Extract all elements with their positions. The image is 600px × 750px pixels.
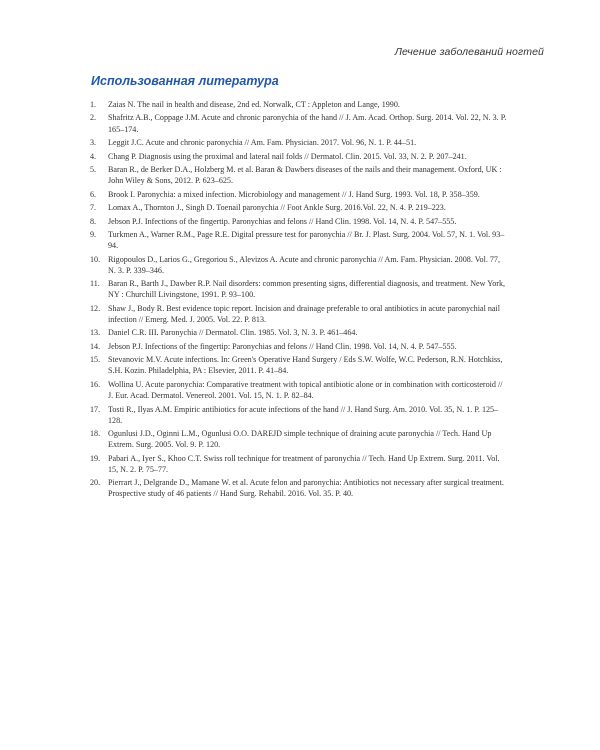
section-title: Использованная литература — [91, 74, 279, 88]
reference-number: 19. — [90, 453, 101, 463]
reference-number: 7. — [90, 203, 97, 213]
reference-number: 10. — [90, 254, 101, 264]
reference-text: Baran R., de Berker D.A., Holzberg M. et al. Baran & Dawbers diseases of the nails and their management. Oxford, UK : John Wiley & Sons, 2012. P. 623–625. — [108, 165, 502, 186]
reference-text: Shafritz A.B., Coppage J.M. Acute and chronic paronychia of the hand // J. Am. Acad. Orthop. Surg. 2014. Vol. 22, N. 3. P. 165–174. — [108, 113, 507, 134]
reference-number: 11. — [90, 279, 100, 289]
reference-number: 4. — [90, 151, 97, 161]
reference-text: Shaw J., Body R. Best evidence topic report. Incision and drainage preferable to oral antibiotics in acute paronychial nail infection // Emerg. Med. J. 2005. Vol. 22. P. 813. — [108, 303, 500, 324]
reference-item — [0, 202, 508, 213]
reference-number: 17. — [90, 404, 101, 414]
reference-text: Rigopoulos D., Larios G., Gregoriou S., Alevizos A. Acute and chronic paronychia // Am. Fam. Physician. 2008. Vol. 77, N. 3. P. 339–346. — [108, 254, 500, 275]
reference-text: Turkmen A., Warner R.M., Page R.E. Digital pressure test for paronychia // Br. J. Plast. Surg. 2004. Vol. 57, N. 1. Vol. 93–94. — [108, 230, 505, 251]
reference-text: Tosti R., Ilyas A.M. Empiric antibiotics for acute infections of the hand // J. Hand Surg. Am. 2010. Vol. 35, N. 1. P. 125–128. — [108, 404, 499, 425]
reference-text: Brook I. Paronychia: a mixed infection. Microbiology and management // J. Hand Surg. 1993. Vol. 18, P. 358–359. — [108, 189, 480, 199]
reference-item — [0, 189, 508, 200]
reference-item — [0, 428, 508, 450]
reference-number: 8. — [90, 216, 97, 226]
reference-number: 5. — [90, 165, 97, 175]
reference-item — [0, 453, 508, 475]
reference-number: 16. — [90, 379, 101, 389]
reference-number: 9. — [90, 230, 97, 240]
reference-item — [0, 254, 508, 276]
reference-text: Lomax A., Thornton J., Singh D. Toenail paronychia // Foot Ankle Surg. 2016.Vol. 22, N. 4. P. 219–223. — [108, 203, 446, 213]
reference-text: Baran R., Barth J., Dawber R.P. Nail disorders: common presenting signs, differential diagnosis, and treatment. New York, NY : Churchill Livingstone, 1991. P. 93–100. — [108, 279, 506, 300]
reference-number: 13. — [90, 328, 101, 338]
reference-item — [0, 341, 508, 352]
reference-item — [0, 151, 508, 162]
reference-text: Stevanovic M.V. Acute infections. In: Green's Operative Hand Surgery / Eds S.W. Wolfe, W.C. Pederson, R.N. Hotchkiss, S.H. Kozin. Philadelphia, PA : Elsevier, 2011. P. 41–84. — [108, 355, 503, 376]
reference-item — [0, 137, 508, 148]
reference-number: 3. — [90, 138, 97, 148]
reference-number: 20. — [90, 478, 101, 488]
reference-number: 1. — [90, 100, 97, 109]
reference-item — [0, 303, 508, 325]
reference-list — [0, 99, 600, 502]
reference-number: 12. — [90, 303, 101, 313]
reference-item — [0, 354, 508, 376]
running-head-title: Лечение заболеваний ногтей — [394, 46, 544, 58]
reference-number: 15. — [90, 355, 101, 365]
reference-text: Zaias N. The nail in health and disease, 2nd ed. Norwalk, CT : Appleton and Lange, 1990. — [108, 100, 400, 109]
reference-number: 2. — [90, 113, 97, 123]
reference-text: Jebson P.J. Infections of the fingertip: Paronychias and felons // Hand Clin. 1998. Vol. 14, N. 4. P. 547–555. — [108, 341, 457, 351]
reference-item — [0, 112, 508, 134]
reference-text: Ogunlusi J.D., Oginni L.M., Ogunlusi O.O. DAREJD simple technique of draining acute paronychia // Tech. Hand Up Extrem. Surg. 2005. Vol. 9. P. 120. — [108, 429, 492, 450]
reference-item — [0, 164, 508, 186]
reference-text: Wollina U. Acute paronychia: Comparative treatment with topical antibiotic alone or in combination with corticosteroid // J. Eur. Acad. Dermatol. Venereol. 2001. Vol. 15, N. 1. P. 82–84. — [108, 379, 503, 401]
reference-text: Pierrart J., Delgrande D., Mamane W. et al. Acute felon and paronychia: Antibiotics not necessary after surgical treatment. Prospective study of 46 patients // Hand Surg. Rehabil. 2016. Vol. 35. P. 40. — [108, 478, 504, 499]
reference-item — [0, 278, 508, 300]
reference-text: Daniel C.R. III. Paronychia // Dermatol. Clin. 1985. Vol. 3, N. 3. P. 461–464. — [108, 328, 358, 338]
reference-item — [0, 216, 508, 227]
reference-item — [0, 99, 508, 110]
reference-item — [0, 379, 508, 401]
reference-number: 18. — [90, 429, 101, 439]
reference-text: Leggit J.C. Acute and chronic paronychia // Am. Fam. Physician. 2017. Vol. 96, N. 1. P. 44–51. — [108, 138, 417, 148]
reference-text: Chang P. Diagnosis using the proximal and lateral nail folds // Dermatol. Clin. 2015. Vol. 33, N. 2. P. 207–241. — [108, 151, 467, 161]
reference-item — [0, 404, 508, 426]
reference-number: 14. — [90, 341, 101, 351]
reference-item — [0, 327, 508, 338]
reference-number: 6. — [90, 189, 97, 199]
reference-item — [0, 477, 508, 499]
reference-text: Jebson P.J. Infections of the fingertip. Paronychias and felons // Hand Clin. 1998. Vol. 14, N. 4. P. 547–555. — [108, 216, 457, 226]
reference-item — [0, 229, 508, 251]
reference-text: Pabari A., Iyer S., Khoo C.T. Swiss roll technique for treatment of paronychia // Tech. Hand Up Extrem. Surg. 2011. Vol. 15, N. 2. P. 75–77. — [108, 453, 500, 474]
